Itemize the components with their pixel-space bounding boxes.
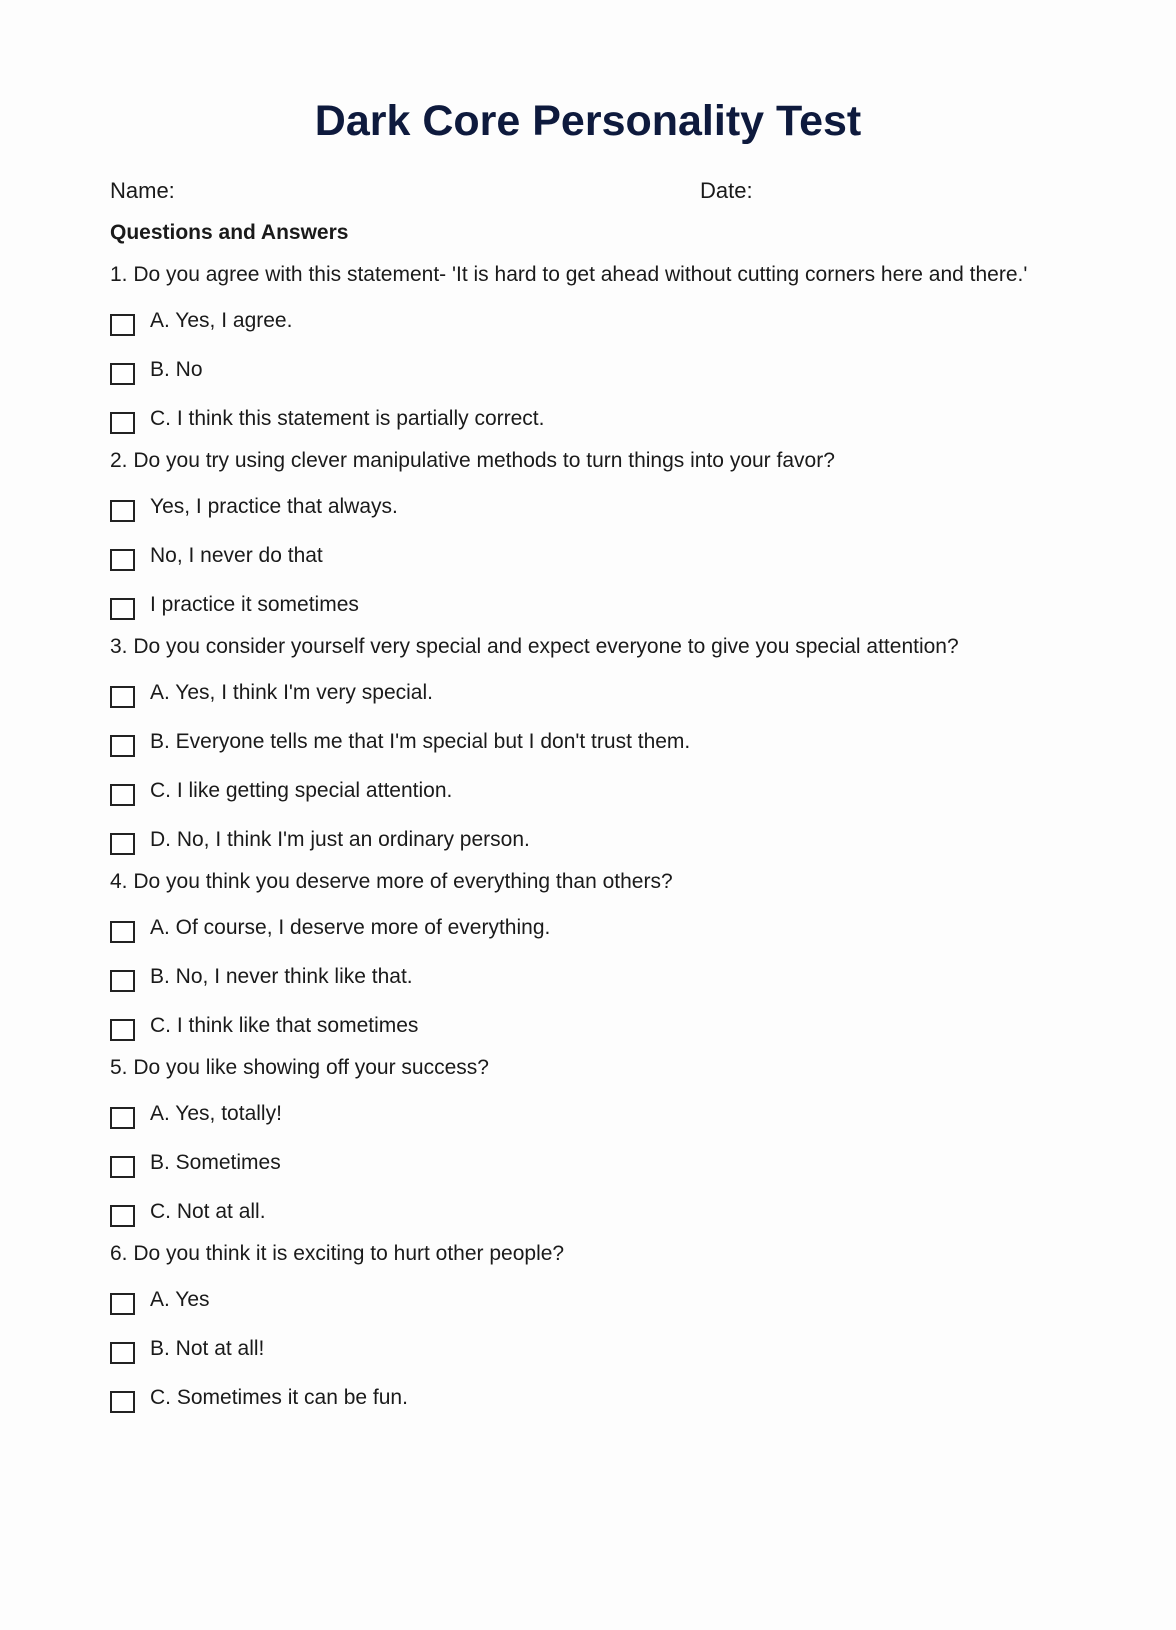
section-heading: Questions and Answers — [110, 221, 349, 244]
checkbox-icon[interactable] — [110, 1205, 135, 1227]
question-text: 2. Do you try using clever manipulative methods to turn things into your favor? — [110, 449, 835, 472]
checkbox-icon[interactable] — [110, 314, 135, 336]
checkbox-icon[interactable] — [110, 1107, 135, 1129]
answer-option[interactable] — [110, 1140, 1050, 1189]
checkbox-icon[interactable] — [110, 598, 135, 620]
answer-option[interactable] — [110, 1189, 1050, 1238]
answer-option[interactable] — [110, 1375, 1050, 1424]
answer-option-label: D. No, I think I'm just an ordinary person. — [150, 827, 530, 851]
checkbox-icon[interactable] — [110, 549, 135, 571]
checkbox-icon[interactable] — [110, 921, 135, 943]
answer-option[interactable] — [110, 1326, 1050, 1375]
answer-option[interactable] — [110, 533, 1050, 582]
checkbox-icon[interactable] — [110, 412, 135, 434]
page-title: Dark Core Personality Test — [314, 97, 862, 145]
answer-option-label: A. Yes, totally! — [150, 1101, 282, 1125]
answer-option-label: Yes, I practice that always. — [150, 494, 398, 518]
answer-option-label: B. No — [150, 357, 203, 381]
question-6 — [110, 1241, 1050, 1424]
checkbox-icon[interactable] — [110, 1342, 135, 1364]
question-1 — [110, 262, 1050, 445]
checkbox-icon[interactable] — [110, 1156, 135, 1178]
answer-option-label: C. I like getting special attention. — [150, 778, 453, 802]
answer-option-label: No, I never do that — [150, 543, 323, 567]
question-list — [110, 262, 1050, 1424]
answer-option[interactable] — [110, 484, 1050, 533]
question-5 — [110, 1055, 1050, 1238]
question-text: 4. Do you think you deserve more of everything than others? — [110, 870, 673, 893]
checkbox-icon[interactable] — [110, 1391, 135, 1413]
checkbox-icon[interactable] — [110, 686, 135, 708]
question-text: 5. Do you like showing off your success? — [110, 1056, 489, 1079]
answer-option[interactable] — [110, 347, 1050, 396]
question-text: 1. Do you agree with this statement- 'It is hard to get ahead without cutting corners here and there.' — [110, 263, 1028, 286]
answer-option-label: C. I think like that sometimes — [150, 1013, 419, 1037]
answer-option[interactable] — [110, 396, 1050, 445]
answer-option[interactable] — [110, 905, 1050, 954]
answer-option[interactable] — [110, 1091, 1050, 1140]
answer-option-label: A. Of course, I deserve more of everything. — [150, 915, 551, 939]
answer-option[interactable] — [110, 817, 1050, 866]
answer-option-label: B. Everyone tells me that I'm special but I don't trust them. — [150, 729, 691, 753]
checkbox-icon[interactable] — [110, 363, 135, 385]
answer-option[interactable] — [110, 768, 1050, 817]
answer-option-label: A. Yes, I think I'm very special. — [150, 680, 433, 704]
date-field-label: Date: — [700, 178, 753, 203]
answer-option[interactable] — [110, 582, 1050, 631]
answer-option-label: C. Sometimes it can be fun. — [150, 1385, 408, 1409]
checkbox-icon[interactable] — [110, 1019, 135, 1041]
answer-option-label: A. Yes — [150, 1287, 210, 1311]
answer-option[interactable] — [110, 954, 1050, 1003]
answer-option-label: B. No, I never think like that. — [150, 964, 413, 988]
question-2 — [110, 448, 1050, 631]
question-text: 6. Do you think it is exciting to hurt other people? — [110, 1242, 565, 1265]
checkbox-icon[interactable] — [110, 1293, 135, 1315]
question-text: 3. Do you consider yourself very special and expect everyone to give you special attention? — [110, 635, 959, 658]
answer-option[interactable] — [110, 298, 1050, 347]
answer-option-label: B. Not at all! — [150, 1336, 265, 1360]
answer-option-label: I practice it sometimes — [150, 592, 359, 616]
answer-option[interactable] — [110, 1003, 1050, 1052]
answer-option[interactable] — [110, 670, 1050, 719]
checkbox-icon[interactable] — [110, 833, 135, 855]
question-4 — [110, 869, 1050, 1052]
checkbox-icon[interactable] — [110, 735, 135, 757]
answer-option[interactable] — [110, 719, 1050, 768]
name-field-label: Name: — [110, 178, 175, 203]
answer-option-label: A. Yes, I agree. — [150, 308, 293, 332]
checkbox-icon[interactable] — [110, 784, 135, 806]
answer-option-label: C. Not at all. — [150, 1199, 266, 1223]
checkbox-icon[interactable] — [110, 970, 135, 992]
question-3 — [110, 634, 1050, 866]
checkbox-icon[interactable] — [110, 500, 135, 522]
answer-option-label: B. Sometimes — [150, 1150, 281, 1174]
header-fields — [110, 178, 1070, 204]
answer-option-label: C. I think this statement is partially correct. — [150, 406, 545, 430]
answer-option[interactable] — [110, 1277, 1050, 1326]
